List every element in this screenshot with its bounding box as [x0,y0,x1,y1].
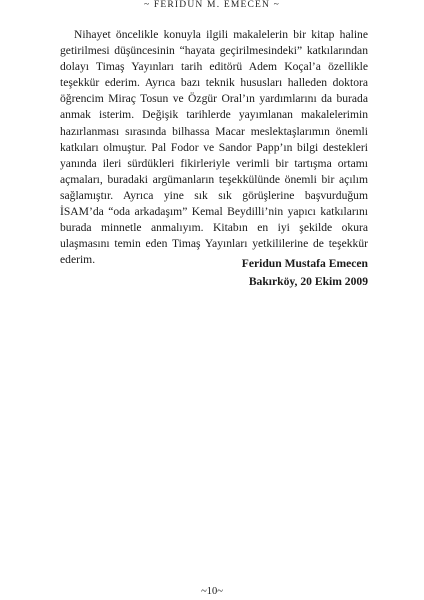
body-paragraph: Nihayet öncelikle konuyla ilgili makalelerin bir kitap haline getirilmesi düşüncesinin “hayata geçirilmesindeki” katkılarından dolayı Timaş Yayınları tarih editörü Adem Koçal’a özellikle teşekkür ederim. Ayrıca bazı teknik hususları halleden doktora öğrencim Miraç Tosun ve Özgür Oral’ın yardımlarını da burada anmak isterim. Değişik tarihlerde yayımlanan makalelerimin hazırlanması sırasında bilhassa Macar meslektaşlarımın önemli katkıları olmuştur. Pal Fodor ve Sandor Papp’ın bilgi destekleri yanında ileri sürdükleri fikirleriyle verimli bir tartışma ortamı açmaları, buradaki argümanların teşekkülünde önemli bir açılım sağlamıştır. Ayrıca yine sık sık görüşlerine başvurduğum İSAM’da “oda arkadaşım” Kemal Beydilli’nin yapıcı katkılarını burada minnetle anmalıyım. Kitabın en iyi şekilde okura ulaşmasını temin eden Timaş Yayınları yetkililerine de teşekkür ederim. [60,28,368,267]
page-number: ~10~ [201,586,223,597]
signature-place-date: Bakırköy, 20 Ekim 2009 [248,275,368,288]
running-header [0,0,424,11]
body-text [60,27,368,268]
running-title: ~ FERİDUN M. EMECEN ~ [143,0,281,10]
author-signature: Feridun Mustafa Emecen [241,257,368,270]
